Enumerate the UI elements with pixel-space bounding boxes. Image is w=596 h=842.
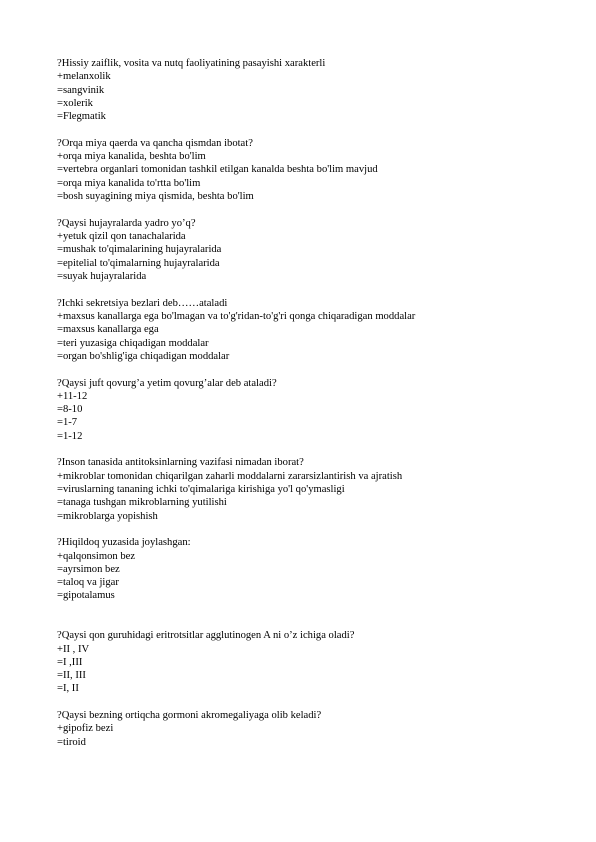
answer-option: =suyak hujayralarida bbox=[57, 270, 147, 282]
question-block-2 bbox=[57, 137, 557, 203]
answer-option: =tanaga tushgan mikroblarning yutilishi bbox=[57, 497, 227, 509]
question-block-1 bbox=[57, 57, 557, 123]
answer-option-correct: +yetuk qizil qon tanachalarida bbox=[57, 231, 186, 243]
answer-option-correct: +mikroblar tomonidan chiqarilgan zaharli moddalarni zararsizlantirish va ajratish bbox=[57, 470, 403, 482]
question-block-9 bbox=[57, 709, 557, 749]
answer-option: =epitelial to'qimalarning hujayralarida bbox=[57, 257, 220, 269]
answer-option: =1-7 bbox=[57, 417, 78, 429]
answer-option: =vertebra organlari tomonidan tashkil etilgan kanalda beshta bo'lim mavjud bbox=[57, 164, 378, 176]
question-block-6 bbox=[57, 456, 557, 522]
answer-option: =mikroblarga yopishish bbox=[57, 510, 158, 522]
answer-option: =taloq va jigar bbox=[57, 577, 119, 589]
answer-option: =sangvinik bbox=[57, 84, 105, 96]
question-text: ?Qaysi qon guruhidagi eritrotsitlar agglutinogen A ni o’z ichiga oladi? bbox=[57, 630, 355, 642]
answer-option: =1-12 bbox=[57, 430, 83, 442]
question-text: ?Qaysi hujayralarda yadro yo’q? bbox=[57, 217, 196, 229]
answer-option: =gipotalamus bbox=[57, 590, 115, 602]
question-text: ?Qaysi bezning ortiqcha gormoni akromegaliyaga olib keladi? bbox=[57, 710, 322, 722]
answer-option: =orqa miya kanalida to'rtta bo'lim bbox=[57, 177, 201, 189]
question-block-5 bbox=[57, 377, 557, 443]
question-text: ?Ichki sekretsiya bezlari deb……ataladi bbox=[57, 297, 228, 309]
answer-option: =ayrsimon bez bbox=[57, 563, 120, 575]
answer-option: =viruslarning tananing ichki to'qimalariga kirishiga yo'l qo'ymasligi bbox=[57, 483, 345, 495]
answer-option-correct: +gipofiz bezi bbox=[57, 723, 114, 735]
answer-option: =xolerik bbox=[57, 97, 93, 109]
answer-option-correct: +qalqonsimon bez bbox=[57, 550, 136, 562]
answer-option: =organ bo'shlig'iga chiqadigan moddalar bbox=[57, 350, 230, 362]
answer-option: =tiroid bbox=[57, 736, 86, 748]
question-text: ?Hiqildoq yuzasida joylashgan: bbox=[57, 537, 191, 549]
answer-option: =I ,III bbox=[57, 656, 83, 668]
question-text: ?Qaysi juft qovurg’a yetim qovurg’alar deb ataladi? bbox=[57, 377, 277, 389]
question-block-8 bbox=[57, 629, 557, 695]
quiz-content bbox=[57, 57, 557, 762]
answer-option-correct: +11-12 bbox=[57, 390, 88, 402]
question-block-7 bbox=[57, 536, 557, 602]
question-block-4 bbox=[57, 297, 557, 363]
answer-option: =maxsus kanallarga ega bbox=[57, 324, 159, 336]
answer-option: =teri yuzasiga chiqadigan moddalar bbox=[57, 337, 209, 349]
answer-option: =mushak to'qimalarining hujayralarida bbox=[57, 244, 222, 256]
answer-option: =Flegmatik bbox=[57, 111, 106, 123]
answer-option-correct: +orqa miya kanalida, beshta bo'lim bbox=[57, 151, 206, 163]
answer-option: =II, III bbox=[57, 670, 86, 682]
question-text: ?Hissiy zaiflik, vosita va nutq faoliyatining pasayishi xarakterli bbox=[57, 58, 326, 69]
answer-option: =bosh suyagining miya qismida, beshta bo'lim bbox=[57, 191, 254, 203]
answer-option: =I, II bbox=[57, 683, 79, 695]
answer-option-correct: +maxsus kanallarga ega bo'lmagan va to'g'ridan-to'g'ri qonga chiqaradigan moddalar bbox=[57, 310, 416, 322]
answer-option-correct: +II , IV bbox=[57, 643, 90, 655]
question-block-3 bbox=[57, 217, 557, 283]
answer-option-correct: +melanxolik bbox=[57, 71, 111, 83]
answer-option: =8-10 bbox=[57, 404, 83, 416]
question-text: ?Inson tanasida antitoksinlarning vazifasi nimadan iborat? bbox=[57, 457, 304, 469]
question-text: ?Orqa miya qaerda va qancha qismdan ibotat? bbox=[57, 137, 253, 149]
